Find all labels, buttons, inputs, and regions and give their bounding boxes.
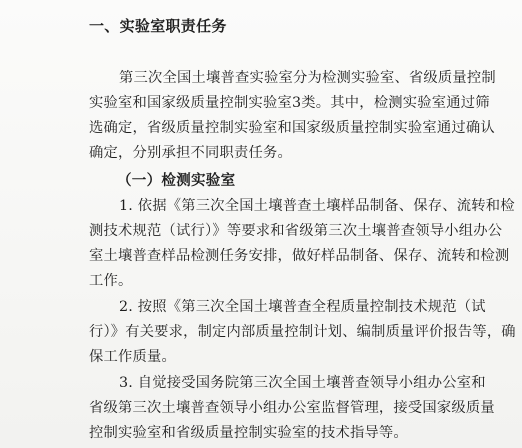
intro-line-3: 选确定，省级质量控制实验室和国家级质量控制实验室通过确认	[89, 120, 495, 136]
item-2-line-3: 保工作质量。	[89, 349, 176, 365]
intro-line-4: 确定，分别承担不同职责任务。	[89, 145, 292, 161]
subsection-heading: （一）检测实验室	[117, 173, 236, 189]
intro-line-2: 实验室和国家级质量控制实验室3类。其中，检测实验室通过筛	[89, 95, 490, 111]
item-1-line-1: 1. 依据《第三次全国土壤普查土壤样品制备、保存、流转和检	[119, 198, 515, 214]
section-heading: 一、实验室职责任务	[89, 17, 227, 35]
item-3-line-2: 省级第三次土壤普查领导小组办公室监督管理，接受国家级质量	[89, 400, 495, 416]
item-1-line-2: 测技术规范（试行）》等要求和省级第三次土壤普查领导小组办公	[89, 223, 503, 239]
item-3-line-1: 3. 自觉接受国务院第三次全国土壤普查领导小组办公室和	[119, 375, 486, 391]
item-1-line-3: 室土壤普查样品检测任务安排，做好样品制备、保存、流转和检测	[89, 248, 510, 264]
item-3-line-3: 控制实验室和省级质量控制实验室的技术指导等。	[89, 425, 408, 441]
item-2-line-1: 2. 按照《第三次全国土壤普查全程质量控制技术规范（试	[119, 299, 486, 315]
intro-line-1: 第三次全国土壤普查实验室分为检测实验室、省级质量控制	[119, 70, 496, 86]
item-2-line-2: 行）》有关要求，制定内部质量控制计划、编制质量评价报告等，确	[89, 324, 516, 340]
item-1-line-4: 工作。	[89, 273, 133, 289]
